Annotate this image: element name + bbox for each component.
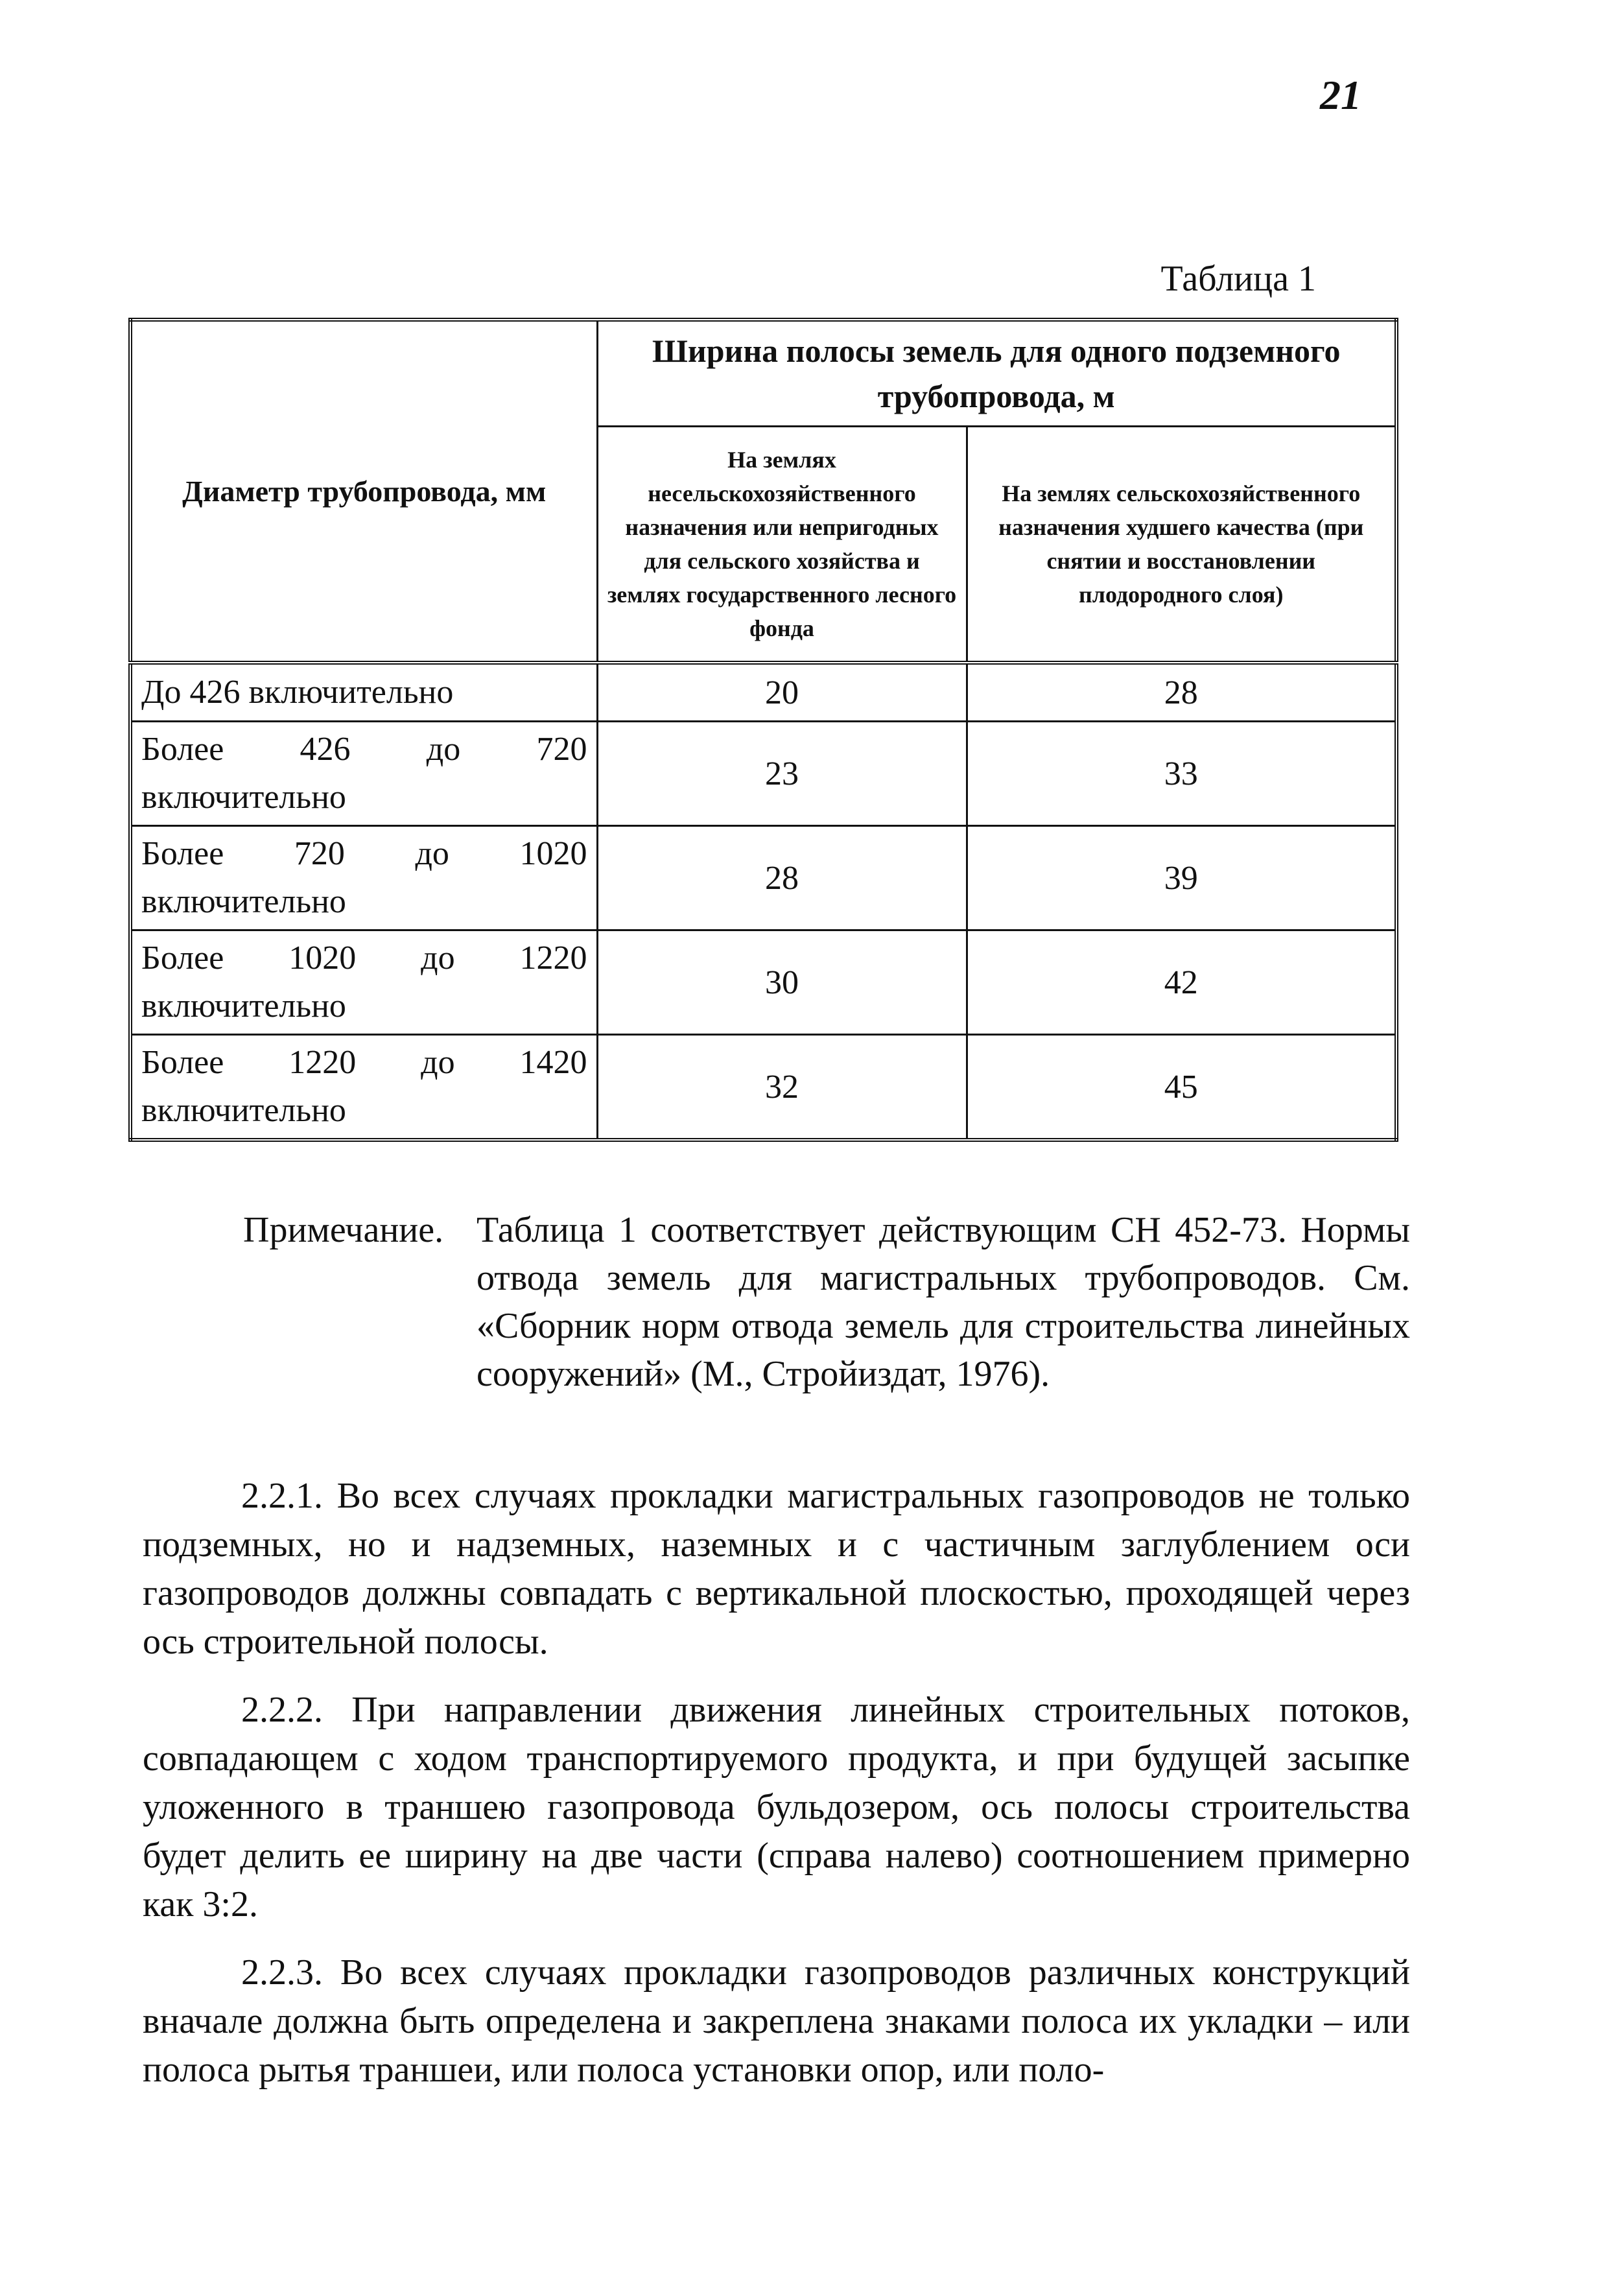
table-row bbox=[130, 1035, 1396, 1141]
table-caption: Таблица 1 bbox=[1160, 259, 1316, 299]
row-non-agricultural-width: 28 bbox=[597, 826, 967, 930]
paragraph-2-2-3: 2.2.3. Во всех случаях прокладки газопроводов различных конструкций вначале должна быть определена и закреплена знаками полоса их укладки – или полоса рытья траншеи, или полоса установки опор, или поло- bbox=[143, 1952, 1410, 2090]
note-label: Примечание. bbox=[243, 1210, 444, 1250]
note-text: Таблица 1 соответствует действующим СН 452-73. Нормы отвода земель для магистральных трубопроводов. См. «Сборник норм отвода земель для строительства линейных сооружений» (М., Стройиздат, 1976). bbox=[477, 1210, 1410, 1394]
row-diameter: Более 426 до 720 включительно bbox=[130, 722, 597, 826]
row-agricultural-width: 33 bbox=[967, 722, 1396, 826]
page-number: 21 bbox=[1320, 72, 1361, 118]
table-note bbox=[243, 1206, 1410, 1398]
row-non-agricultural-width: 20 bbox=[597, 663, 967, 722]
header-non-agricultural: На землях несельскохозяйственного назначения или непригодных для сельского хозяйства и землях государственного лесного фонда bbox=[597, 427, 967, 663]
header-diameter: Диаметр трубопровода, мм bbox=[130, 320, 597, 663]
row-diameter: Более 720 до 1020 включительно bbox=[130, 826, 597, 930]
paragraph-2-2-1: 2.2.1. Во всех случаях прокладки магистральных газопроводов не только подземных, но и надземных, наземных и с частичным заглублением оси газопроводов должны совпадать с вертикальной плоскостью, проходящей через ось строительной полосы. bbox=[143, 1476, 1410, 1662]
row-agricultural-width: 42 bbox=[967, 930, 1396, 1035]
row-agricultural-width: 28 bbox=[967, 663, 1396, 722]
row-agricultural-width: 39 bbox=[967, 826, 1396, 930]
header-agricultural: На землях сельскохозяйственного назначения худшего качества (при снятии и восстановлении плодородного слоя) bbox=[967, 427, 1396, 663]
row-diameter: Более 1220 до 1420 включительно bbox=[130, 1035, 597, 1141]
row-agricultural-width: 45 bbox=[967, 1035, 1396, 1141]
table-row bbox=[130, 663, 1396, 722]
paragraph-2-2-2: 2.2.2. При направлении движения линейных строительных потоков, совпадающем с ходом транспортируемого продукта, и при будущей засыпке уложенного в траншею газопровода бульдозером, ось полосы строительства будет делить ее ширину на две части (справа налево) соотношением примерно как 3:2. bbox=[143, 1690, 1410, 1924]
table-row bbox=[130, 826, 1396, 930]
row-diameter: Более 1020 до 1220 включительно bbox=[130, 930, 597, 1035]
header-width: Ширина полосы земель для одного подземного трубопровода, м bbox=[597, 320, 1396, 427]
row-non-agricultural-width: 30 bbox=[597, 930, 967, 1035]
table-row bbox=[130, 722, 1396, 826]
row-non-agricultural-width: 32 bbox=[597, 1035, 967, 1141]
land-width-table bbox=[128, 318, 1398, 1142]
row-diameter: До 426 включительно bbox=[130, 663, 597, 722]
table-row bbox=[130, 930, 1396, 1035]
table-header-row bbox=[130, 320, 1396, 427]
row-non-agricultural-width: 23 bbox=[597, 722, 967, 826]
